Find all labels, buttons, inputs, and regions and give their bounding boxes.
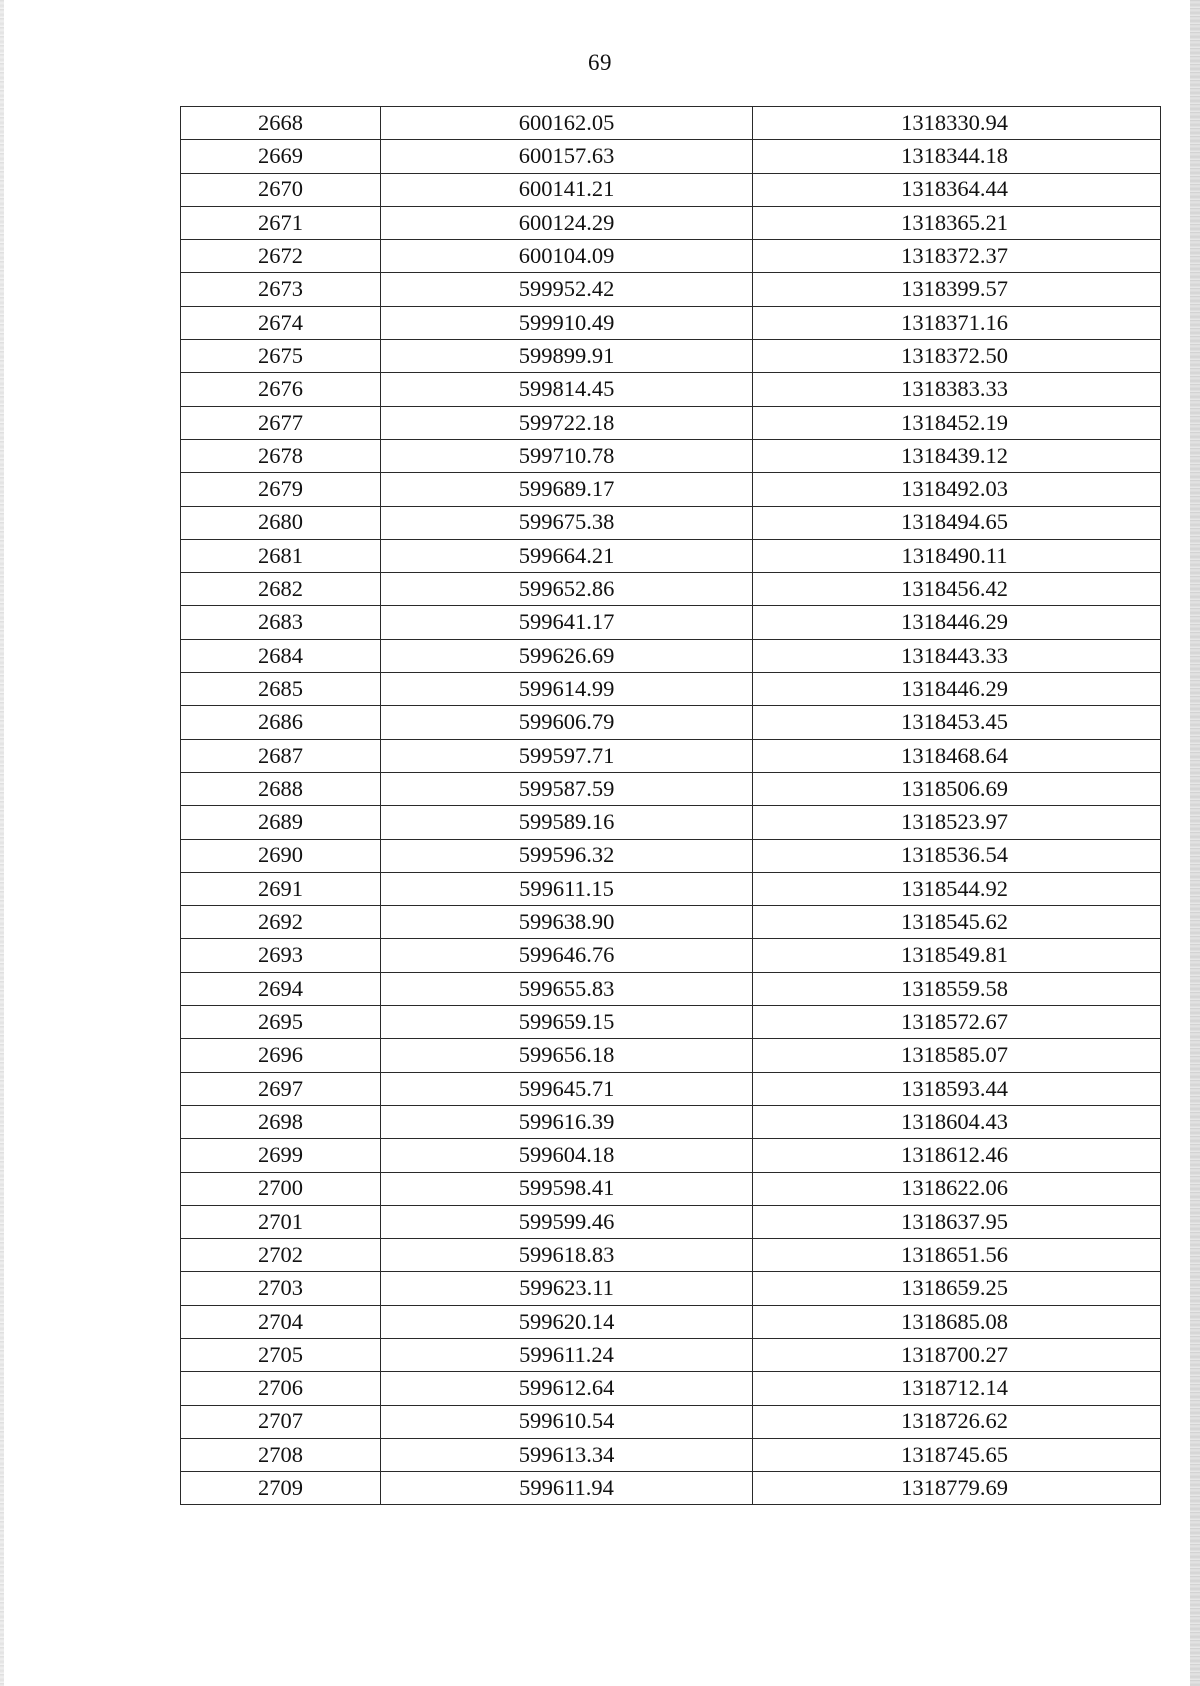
y-coordinate-cell: 1318651.56 — [753, 1239, 1161, 1272]
y-coordinate-cell: 1318439.12 — [753, 439, 1161, 472]
table-row — [181, 1172, 1161, 1205]
y-coordinate-cell: 1318492.03 — [753, 473, 1161, 506]
y-coordinate-cell: 1318572.67 — [753, 1006, 1161, 1039]
point-id-cell: 2703 — [181, 1272, 381, 1305]
x-coordinate-cell: 599623.11 — [381, 1272, 753, 1305]
point-id-cell: 2687 — [181, 739, 381, 772]
y-coordinate-cell: 1318365.21 — [753, 206, 1161, 239]
y-coordinate-cell: 1318593.44 — [753, 1072, 1161, 1105]
y-coordinate-cell: 1318559.58 — [753, 972, 1161, 1005]
x-coordinate-cell: 599638.90 — [381, 906, 753, 939]
point-id-cell: 2676 — [181, 373, 381, 406]
table-row — [181, 872, 1161, 905]
table-row — [181, 107, 1161, 140]
x-coordinate-cell: 599710.78 — [381, 439, 753, 472]
point-id-cell: 2675 — [181, 340, 381, 373]
y-coordinate-cell: 1318726.62 — [753, 1405, 1161, 1438]
table-row — [181, 673, 1161, 706]
table-row — [181, 1405, 1161, 1438]
y-coordinate-cell: 1318659.25 — [753, 1272, 1161, 1305]
point-id-cell: 2699 — [181, 1139, 381, 1172]
x-coordinate-cell: 599641.17 — [381, 606, 753, 639]
scan-edge-left — [0, 0, 4, 1686]
point-id-cell: 2686 — [181, 706, 381, 739]
y-coordinate-cell: 1318364.44 — [753, 173, 1161, 206]
x-coordinate-cell: 599814.45 — [381, 373, 753, 406]
point-id-cell: 2673 — [181, 273, 381, 306]
y-coordinate-cell: 1318637.95 — [753, 1205, 1161, 1238]
x-coordinate-cell: 599596.32 — [381, 839, 753, 872]
point-id-cell: 2691 — [181, 872, 381, 905]
y-coordinate-cell: 1318330.94 — [753, 107, 1161, 140]
point-id-cell: 2708 — [181, 1438, 381, 1471]
y-coordinate-cell: 1318383.33 — [753, 373, 1161, 406]
x-coordinate-cell: 600124.29 — [381, 206, 753, 239]
x-coordinate-cell: 599611.24 — [381, 1338, 753, 1371]
y-coordinate-cell: 1318685.08 — [753, 1305, 1161, 1338]
point-id-cell: 2677 — [181, 406, 381, 439]
table-row — [181, 1372, 1161, 1405]
y-coordinate-cell: 1318490.11 — [753, 539, 1161, 572]
x-coordinate-cell: 599589.16 — [381, 806, 753, 839]
table-row — [181, 1338, 1161, 1371]
table-row — [181, 706, 1161, 739]
y-coordinate-cell: 1318506.69 — [753, 772, 1161, 805]
table-row — [181, 1139, 1161, 1172]
x-coordinate-cell: 599952.42 — [381, 273, 753, 306]
point-id-cell: 2669 — [181, 140, 381, 173]
y-coordinate-cell: 1318372.37 — [753, 240, 1161, 273]
scan-edge-right — [1190, 0, 1200, 1686]
point-id-cell: 2693 — [181, 939, 381, 972]
table-row — [181, 1105, 1161, 1138]
point-id-cell: 2679 — [181, 473, 381, 506]
y-coordinate-cell: 1318372.50 — [753, 340, 1161, 373]
table-row — [181, 1305, 1161, 1338]
point-id-cell: 2709 — [181, 1472, 381, 1505]
point-id-cell: 2681 — [181, 539, 381, 572]
x-coordinate-cell: 599616.39 — [381, 1105, 753, 1138]
x-coordinate-cell: 599612.64 — [381, 1372, 753, 1405]
table-row — [181, 972, 1161, 1005]
y-coordinate-cell: 1318456.42 — [753, 573, 1161, 606]
y-coordinate-cell: 1318452.19 — [753, 406, 1161, 439]
table-row — [181, 1239, 1161, 1272]
point-id-cell: 2688 — [181, 772, 381, 805]
y-coordinate-cell: 1318446.29 — [753, 606, 1161, 639]
point-id-cell: 2696 — [181, 1039, 381, 1072]
table-row — [181, 206, 1161, 239]
x-coordinate-cell: 600162.05 — [381, 107, 753, 140]
table-row — [181, 1205, 1161, 1238]
point-id-cell: 2668 — [181, 107, 381, 140]
table-row — [181, 1039, 1161, 1072]
y-coordinate-cell: 1318545.62 — [753, 906, 1161, 939]
table-row — [181, 373, 1161, 406]
point-id-cell: 2698 — [181, 1105, 381, 1138]
y-coordinate-cell: 1318399.57 — [753, 273, 1161, 306]
table-row — [181, 439, 1161, 472]
x-coordinate-cell: 599618.83 — [381, 1239, 753, 1272]
x-coordinate-cell: 600141.21 — [381, 173, 753, 206]
table-row — [181, 906, 1161, 939]
point-id-cell: 2678 — [181, 439, 381, 472]
table-row — [181, 772, 1161, 805]
coordinates-table — [180, 106, 1161, 1505]
table-row — [181, 173, 1161, 206]
x-coordinate-cell: 599587.59 — [381, 772, 753, 805]
table-row — [181, 340, 1161, 373]
x-coordinate-cell: 599656.18 — [381, 1039, 753, 1072]
point-id-cell: 2694 — [181, 972, 381, 1005]
point-id-cell: 2704 — [181, 1305, 381, 1338]
x-coordinate-cell: 599659.15 — [381, 1006, 753, 1039]
table-row — [181, 806, 1161, 839]
point-id-cell: 2674 — [181, 306, 381, 339]
x-coordinate-cell: 599626.69 — [381, 639, 753, 672]
page-number: 69 — [588, 50, 612, 75]
table-row — [181, 473, 1161, 506]
x-coordinate-cell: 600157.63 — [381, 140, 753, 173]
table-row — [181, 606, 1161, 639]
point-id-cell: 2700 — [181, 1172, 381, 1205]
x-coordinate-cell: 599652.86 — [381, 573, 753, 606]
x-coordinate-cell: 599910.49 — [381, 306, 753, 339]
point-id-cell: 2672 — [181, 240, 381, 273]
table-row — [181, 539, 1161, 572]
point-id-cell: 2695 — [181, 1006, 381, 1039]
y-coordinate-cell: 1318536.54 — [753, 839, 1161, 872]
table-row — [181, 1006, 1161, 1039]
x-coordinate-cell: 600104.09 — [381, 240, 753, 273]
y-coordinate-cell: 1318712.14 — [753, 1372, 1161, 1405]
table-row — [181, 140, 1161, 173]
x-coordinate-cell: 599645.71 — [381, 1072, 753, 1105]
point-id-cell: 2689 — [181, 806, 381, 839]
table-row — [181, 273, 1161, 306]
x-coordinate-cell: 599606.79 — [381, 706, 753, 739]
x-coordinate-cell: 599613.34 — [381, 1438, 753, 1471]
point-id-cell: 2707 — [181, 1405, 381, 1438]
point-id-cell: 2670 — [181, 173, 381, 206]
y-coordinate-cell: 1318700.27 — [753, 1338, 1161, 1371]
y-coordinate-cell: 1318344.18 — [753, 140, 1161, 173]
point-id-cell: 2702 — [181, 1239, 381, 1272]
point-id-cell: 2690 — [181, 839, 381, 872]
x-coordinate-cell: 599664.21 — [381, 539, 753, 572]
x-coordinate-cell: 599689.17 — [381, 473, 753, 506]
y-coordinate-cell: 1318585.07 — [753, 1039, 1161, 1072]
x-coordinate-cell: 599599.46 — [381, 1205, 753, 1238]
y-coordinate-cell: 1318468.64 — [753, 739, 1161, 772]
point-id-cell: 2682 — [181, 573, 381, 606]
x-coordinate-cell: 599646.76 — [381, 939, 753, 972]
point-id-cell: 2680 — [181, 506, 381, 539]
x-coordinate-cell: 599611.94 — [381, 1472, 753, 1505]
point-id-cell: 2705 — [181, 1338, 381, 1371]
x-coordinate-cell: 599655.83 — [381, 972, 753, 1005]
table-row — [181, 306, 1161, 339]
y-coordinate-cell: 1318453.45 — [753, 706, 1161, 739]
y-coordinate-cell: 1318779.69 — [753, 1472, 1161, 1505]
y-coordinate-cell: 1318745.65 — [753, 1438, 1161, 1471]
point-id-cell: 2684 — [181, 639, 381, 672]
point-id-cell: 2683 — [181, 606, 381, 639]
table-row — [181, 939, 1161, 972]
point-id-cell: 2701 — [181, 1205, 381, 1238]
y-coordinate-cell: 1318612.46 — [753, 1139, 1161, 1172]
y-coordinate-cell: 1318443.33 — [753, 639, 1161, 672]
point-id-cell: 2671 — [181, 206, 381, 239]
table-row — [181, 573, 1161, 606]
x-coordinate-cell: 599620.14 — [381, 1305, 753, 1338]
y-coordinate-cell: 1318371.16 — [753, 306, 1161, 339]
point-id-cell: 2706 — [181, 1372, 381, 1405]
x-coordinate-cell: 599722.18 — [381, 406, 753, 439]
y-coordinate-cell: 1318544.92 — [753, 872, 1161, 905]
y-coordinate-cell: 1318622.06 — [753, 1172, 1161, 1205]
table-row — [181, 1272, 1161, 1305]
point-id-cell: 2697 — [181, 1072, 381, 1105]
point-id-cell: 2685 — [181, 673, 381, 706]
y-coordinate-cell: 1318549.81 — [753, 939, 1161, 972]
table-row — [181, 506, 1161, 539]
x-coordinate-cell: 599611.15 — [381, 872, 753, 905]
x-coordinate-cell: 599614.99 — [381, 673, 753, 706]
table-row — [181, 240, 1161, 273]
x-coordinate-cell: 599610.54 — [381, 1405, 753, 1438]
y-coordinate-cell: 1318604.43 — [753, 1105, 1161, 1138]
table-row — [181, 639, 1161, 672]
table-row — [181, 739, 1161, 772]
table-row — [181, 1472, 1161, 1505]
table-row — [181, 1072, 1161, 1105]
x-coordinate-cell: 599597.71 — [381, 739, 753, 772]
x-coordinate-cell: 599675.38 — [381, 506, 753, 539]
table-row — [181, 839, 1161, 872]
table-row — [181, 1438, 1161, 1471]
x-coordinate-cell: 599604.18 — [381, 1139, 753, 1172]
y-coordinate-cell: 1318523.97 — [753, 806, 1161, 839]
coordinates-table-body — [181, 107, 1161, 1505]
y-coordinate-cell: 1318494.65 — [753, 506, 1161, 539]
x-coordinate-cell: 599899.91 — [381, 340, 753, 373]
y-coordinate-cell: 1318446.29 — [753, 673, 1161, 706]
table-row — [181, 406, 1161, 439]
point-id-cell: 2692 — [181, 906, 381, 939]
x-coordinate-cell: 599598.41 — [381, 1172, 753, 1205]
